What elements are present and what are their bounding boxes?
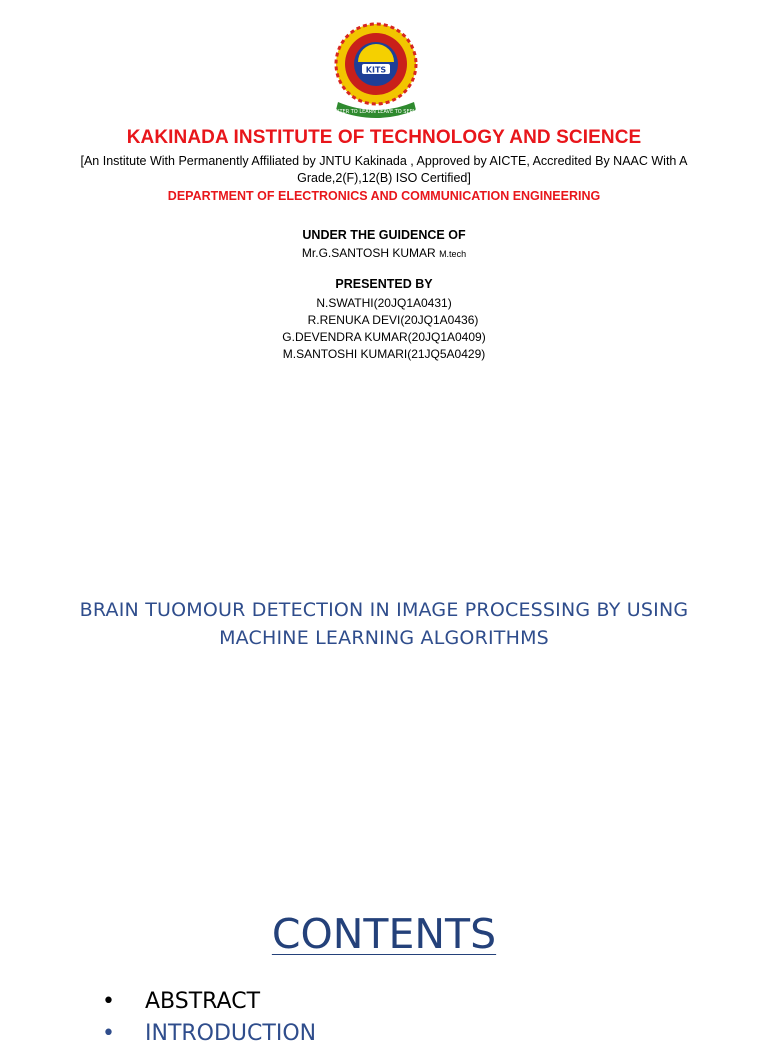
project-title-line: BRAIN TUOMOUR DETECTION IN IMAGE PROCESSING BY USING [79, 599, 689, 621]
presenter-name: M.SANTOSHI KUMARI(21JQ5A0429) [282, 347, 486, 361]
project-title [0, 596, 768, 652]
logo-banner-text: ENTER TO LEARN LEAVE TO SERVE [332, 109, 420, 115]
guide-name: Mr.G.SANTOSH KUMAR [301, 246, 436, 260]
guide-line [0, 246, 768, 260]
contents-heading: CONTENTS [271, 910, 497, 958]
institute-logo [330, 18, 422, 122]
bullet: • [102, 1021, 115, 1046]
presenter-name: R.RENUKA DEVI(20JQ1A0436) [307, 313, 479, 327]
bullet: • [102, 989, 115, 1014]
presenter-name: G.DEVENDRA KUMAR(20JQ1A0409) [282, 330, 486, 344]
list-item [102, 1018, 702, 1050]
contents-item-label: INTRODUCTION [145, 1021, 317, 1046]
contents-item-label: ABSTRACT [145, 989, 261, 1014]
guide-degree: M.tech [439, 249, 467, 259]
institute-name: KAKINADA INSTITUTE OF TECHNOLOGY AND SCIENCE [126, 127, 642, 148]
project-title-line: MACHINE LEARNING ALGORITHMS [219, 627, 549, 649]
department-name: DEPARTMENT OF ELECTRONICS AND COMMUNICATION ENGINEERING [167, 189, 601, 203]
presenters-list [0, 295, 768, 363]
institute-affiliation: [An Institute With Permanently Affiliated by JNTU Kakinada , Approved by AICTE, Accredited By NAAC With A Grade,2(F),12(B) ISO Certified] [80, 154, 688, 185]
logo-text: KITS [365, 65, 387, 75]
list-item [102, 986, 702, 1018]
presenter-name: N.SWATHI(20JQ1A0431) [316, 296, 452, 310]
contents-list [102, 986, 702, 1050]
guidance-heading: UNDER THE GUIDENCE OF [302, 228, 466, 242]
presenters-heading: PRESENTED BY [335, 277, 433, 291]
